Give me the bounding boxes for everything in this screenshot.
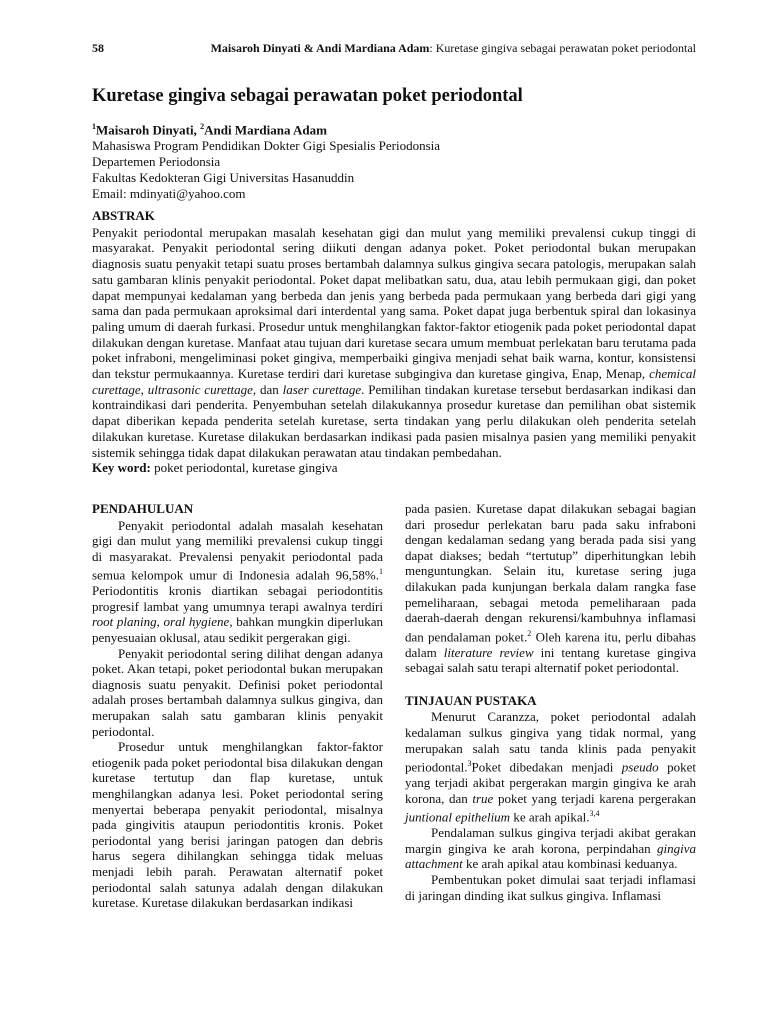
paragraph — [92, 518, 383, 646]
paragraph-text: Penyakit periodontal adalah masalah kesehatan gigi dan mulut yang memiliki prevalensi cukup tinggi di masyarakat. Prevalensi penyakit periodontal pada semua kelompok umur di Indonesia adalah 96,58%. — [92, 517, 383, 583]
italic-term: literature review — [443, 644, 534, 660]
abstract-body — [92, 225, 696, 461]
abstract-sep: , dan — [252, 381, 283, 397]
italic-term: pseudo — [621, 759, 659, 775]
left-column — [92, 501, 383, 911]
section-heading-pendahuluan: PENDAHULUAN — [92, 501, 194, 516]
paragraph-text: poket yang terjadi akibat pergerakan margin gingiva ke arah korona, dan — [405, 759, 696, 806]
italic-term: juntional epithelium — [405, 809, 511, 825]
citation-ref: 3,4 — [589, 809, 600, 819]
citation-ref: 3 — [467, 759, 472, 769]
abstract-text: Penyakit periodontal merupakan masalah kesehatan gigi dan mulut yang memiliki prevalensi cukup tinggi di masyarakat. Penyakit periodontal sering diikuti dengan adanya poket. Poket periodontal bukan merupakan diagnosis suatu penyakit tetapi suatu proses bertambah dalamnya sulkus gingiva secara patologis, merupakan salah satu gambaran klinis penyakit periodontal. Poket dapat melibatkan satu, dua, atau lebih permukaan gigi, dan poket dapat mempunyai kedalaman yang berbeda dan jenis yang berbeda pada permukaan yang berbeda dari gigi yang sama dan pada permukaan aproksimal dari interdental yang sama. Poket dapat juga berbentuk spiral dan lokasinya paling umum di daerah furkasi. Prosedur untuk menghilangkan faktor-faktor etiogenik pada poket periodontal dapat dilakukan dengan kuretase. Manfaat atau tujuan dari kuretase secara umum membuat perlekatan baru terutama pada poket infraboni, mengeliminasi poket gingiva, memperbaiki gingiva menjadi sehat baik warna, kontur, konsistensi dan tekstur permukaannya. Kuretase terdiri dari kuretase subgingiva dan kuretase gingiva, Enap, Menap, — [92, 224, 696, 382]
abstract-term-chemical: chemical curettage — [92, 366, 696, 397]
italic-term: root planing — [92, 614, 157, 630]
right-column — [405, 501, 696, 903]
citation-ref: 1 — [379, 567, 383, 577]
running-header — [92, 41, 696, 59]
keywords-text: poket periodontal, kuretase gingiva — [150, 460, 338, 476]
author-1: Maisaroh Dinyati, — [96, 122, 201, 138]
paragraph — [405, 825, 696, 872]
italic-term: true — [472, 790, 494, 806]
paragraph-text: , — [156, 614, 164, 630]
paragraph: Pembentukan poket dimulai saat terjadi inflamasi di jaringan dinding ikat sulkus gingiva. Inflamasi — [405, 872, 696, 903]
paragraph — [405, 709, 696, 825]
author-sup-1: 1 — [92, 122, 96, 131]
paragraph-text: , bahkan mungkin diperlukan penyesuaian oklusal, atau sedikit pergerakan gigi. — [92, 614, 383, 646]
running-title — [211, 41, 696, 56]
abstract-heading: ABSTRAK — [92, 208, 155, 223]
paragraph-text: Pendalaman sulkus gingiva terjadi akibat gerakan margin gingiva ke arah korona, perpindahan — [405, 825, 696, 856]
section-gap — [405, 676, 696, 693]
paragraph-text: ke arah apikal atau kombinasi keduanya. — [462, 856, 678, 872]
article-title: Kuretase gingiva sebagai perawatan poket periodontal — [92, 86, 523, 106]
author-names — [92, 119, 692, 138]
author-sup-2: 2 — [200, 122, 205, 131]
paragraph-text: ke arah apikal. — [510, 809, 590, 825]
running-authors: Maisaroh Dinyati & Andi Mardiana Adam — [210, 41, 430, 55]
section-heading-tinjauan-pustaka: TINJAUAN PUSTAKA — [405, 692, 537, 708]
paragraph-text: pada pasien. Kuretase dapat dilakukan sebagai bagian dari prosedur perlekatan baru pada saku infraboni dengan kedalaman sedang yang berada pada sisi yang dapat diakses; bedah “tertutup” diperhitungkan lebih menguntungkan. Selain itu, kuretase sering juga dilakukan pada kunjungan berkala dalam rangka fase pemeliharaan, sebagai metoda pemeliharaan pada daerah-daerah dengan rekurensi/kambuhnya inflamasi dan pendalaman poket. — [405, 501, 696, 645]
author-block — [92, 119, 692, 202]
running-journal-title: : Kuretase gingiva sebagai perawatan poket periodontal — [429, 41, 696, 55]
paragraph: Prosedur untuk menghilangkan faktor-faktor etiogenik pada poket periodontal bisa dilakukan dengan kuretase tertutup dan flap kuretase, untuk menghilangkan adanya lesi. Poket periodontal sering menyertai beberapa penyakit periodontal, misalnya pada gingivitis ataupun periodontitis kronis. Poket periodontal yang berisi jaringan patogen dan debris harus segera dihilangkan sehingga tidak meluas menjadi lebih parah. Perawatan alternatif poket periodontal salah satunya adalah dengan dilakukan kuretase. Kuretase dilakukan berdasarkan indikasi — [92, 739, 383, 911]
paragraph — [405, 501, 696, 676]
affiliation-department: Departemen Periodonsia — [92, 154, 221, 170]
paragraph: Penyakit periodontal sering dilihat dengan adanya poket. Akan tetapi, poket periodontal bukan merupakan diagnosis suatu penyakit. Definisi poket periodontal adalah proses bertambah dalamnya sulkus gingiva, dan merupakan salah satu gambaran klinis penyakit periodontal. — [92, 645, 383, 739]
citation-ref: 2 — [527, 628, 532, 638]
keywords — [92, 460, 696, 476]
italic-term: gingiva attachment — [405, 840, 696, 872]
paragraph-text: Oleh karena itu, perlu dibahas dalam — [405, 629, 696, 660]
italic-term: oral hygiene — [163, 614, 230, 630]
abstract-text-end: . Pemilihan tindakan kuretase tersebut berdasarkan indikasi dan kontraindikasi dari penderita. Penyembuhan setelah dilakukannya prosedur kuretase dan pemilihan obat sistemik dapat diberikan kepada penderita setelah kuretase, serta tindakan yang perlu dilakukan oleh penderita setelah dilakukan kuretase. Kuretase dilakukan berdasarkan indikasi pada pasien misalnya pasien yang memiliki penyakit sistemik sehingga tidak dapat dilakukan perawatan atau tindakan pembedahan. — [92, 381, 696, 460]
author-2: Andi Mardiana Adam — [204, 122, 327, 138]
paragraph-text: Periodontitis kronis diartikan sebagai periodontitis progresif lambat yang umumnya terapi awalnya terdiri — [92, 583, 383, 614]
abstract-sep: , — [140, 381, 148, 397]
paragraph-text: ini tentang kuretase gingiva sebagai salah satu terapi alternatif poket periodontal. — [405, 644, 697, 676]
author-email: Email: mdinyati@yahoo.com — [92, 186, 246, 202]
page-number: 58 — [92, 41, 104, 55]
paragraph-text: Menurut Caranzza, poket periodontal adalah kedalaman sulkus gingiva yang tidak normal, yang merupakan salah satu tanda klinis pada penyakit periodontal. — [405, 709, 696, 775]
paragraph-text: poket yang terjadi karena pergerakan — [493, 790, 697, 806]
keywords-label: Key word: — [92, 460, 151, 476]
abstract-term-ultrasonic: ultrasonic curettage — [147, 381, 253, 397]
abstract-term-laser: laser curettage — [282, 381, 362, 397]
affiliation-faculty: Fakultas Kedokteran Gigi Universitas Hasanuddin — [92, 170, 355, 186]
abstract-section — [92, 208, 696, 476]
affiliation-program: Mahasiswa Program Pendidikan Dokter Gigi Spesialis Periodonsia — [92, 138, 441, 154]
paragraph-text: Poket dibedakan menjadi — [471, 759, 622, 775]
